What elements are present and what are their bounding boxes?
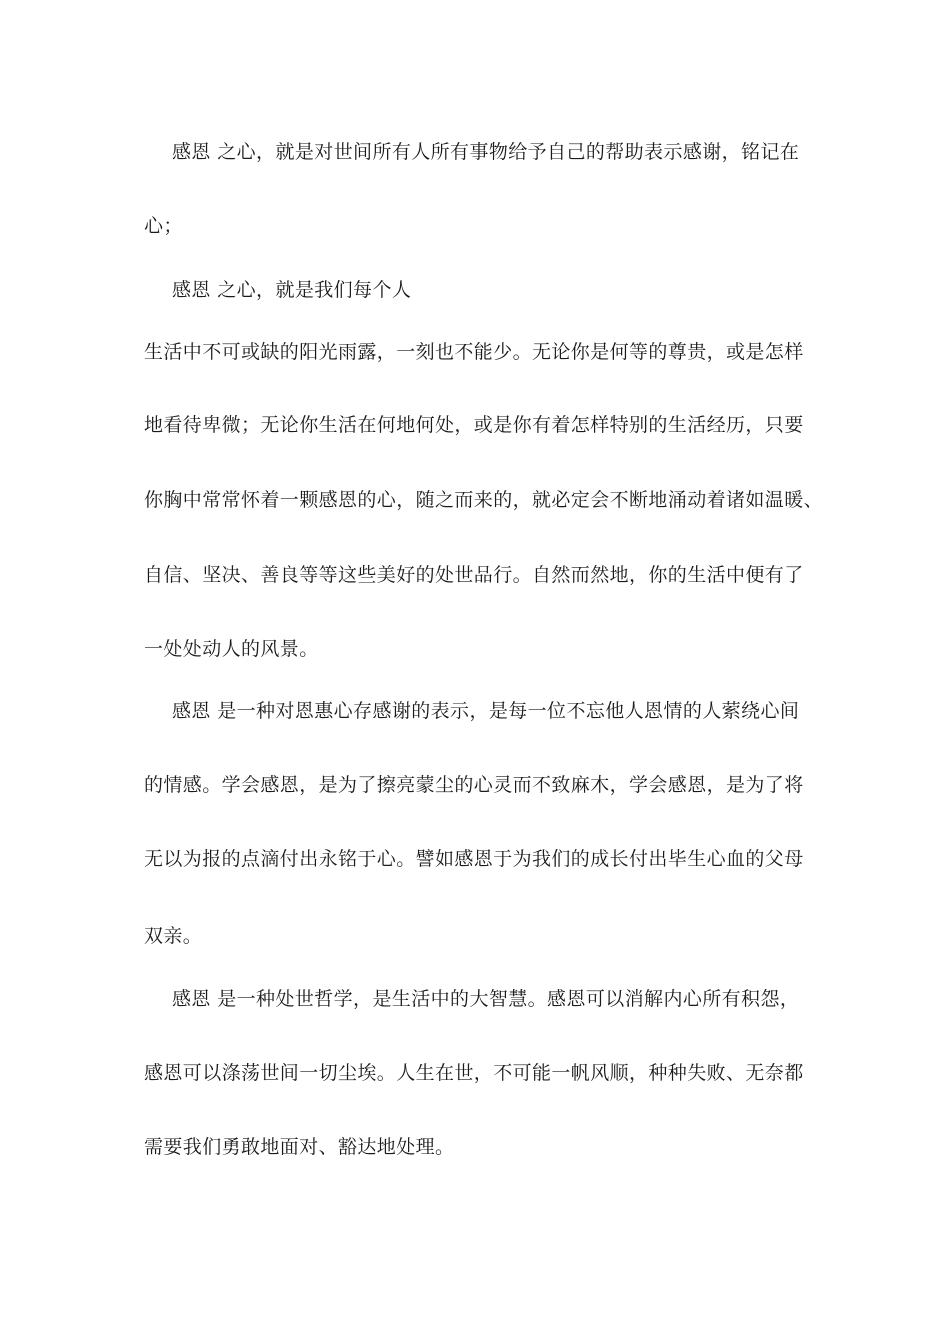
text-line: 地看待卑微；无论你生活在何地何处，或是你有着怎样特别的生活经历，只要 (144, 414, 804, 436)
text-line: 感恩 之心，就是对世间所有人所有事物给予自己的帮助表示感谢，铭记在 (172, 141, 800, 163)
text-line: 感恩可以涤荡世间一切尘埃。人生在世，不可能一帆风顺，种种失败、无奈都 (144, 1062, 804, 1084)
text-line: 感恩 是一种处世哲学，是生活中的大智慧。感恩可以消解内心所有积怨， (172, 988, 800, 1010)
text-line: 一处处动人的风景。 (144, 638, 319, 660)
text-line: 心； (144, 215, 183, 237)
text-line: 的情感。学会感恩，是为了擦亮蒙尘的心灵而不致麻木，学会感恩，是为了将 (144, 774, 804, 796)
text-line: 双亲。 (144, 925, 203, 947)
text-line: 自信、坚决、善良等等这些美好的处世品行。自然而然地，你的生活中便有了 (144, 564, 804, 586)
text-line: 生活中不可或缺的阳光雨露，一刻也不能少。无论你是何等的尊贵，或是怎样 (144, 341, 804, 363)
text-line: 无以为报的点滴付出永铭于心。譬如感恩于为我们的成长付出毕生心血的父母 (144, 848, 804, 870)
text-line: 需要我们勇敢地面对、豁达地处理。 (144, 1136, 455, 1158)
text-line: 你胸中常常怀着一颗感恩的心，随之而来的，就必定会不断地涌动着诸如温暖、 (144, 489, 824, 511)
text-line: 感恩 之心，就是我们每个人 (172, 279, 412, 301)
text-line: 感恩 是一种对恩惠心存感谢的表示，是每一位不忘他人恩情的人萦绕心间 (172, 700, 800, 722)
